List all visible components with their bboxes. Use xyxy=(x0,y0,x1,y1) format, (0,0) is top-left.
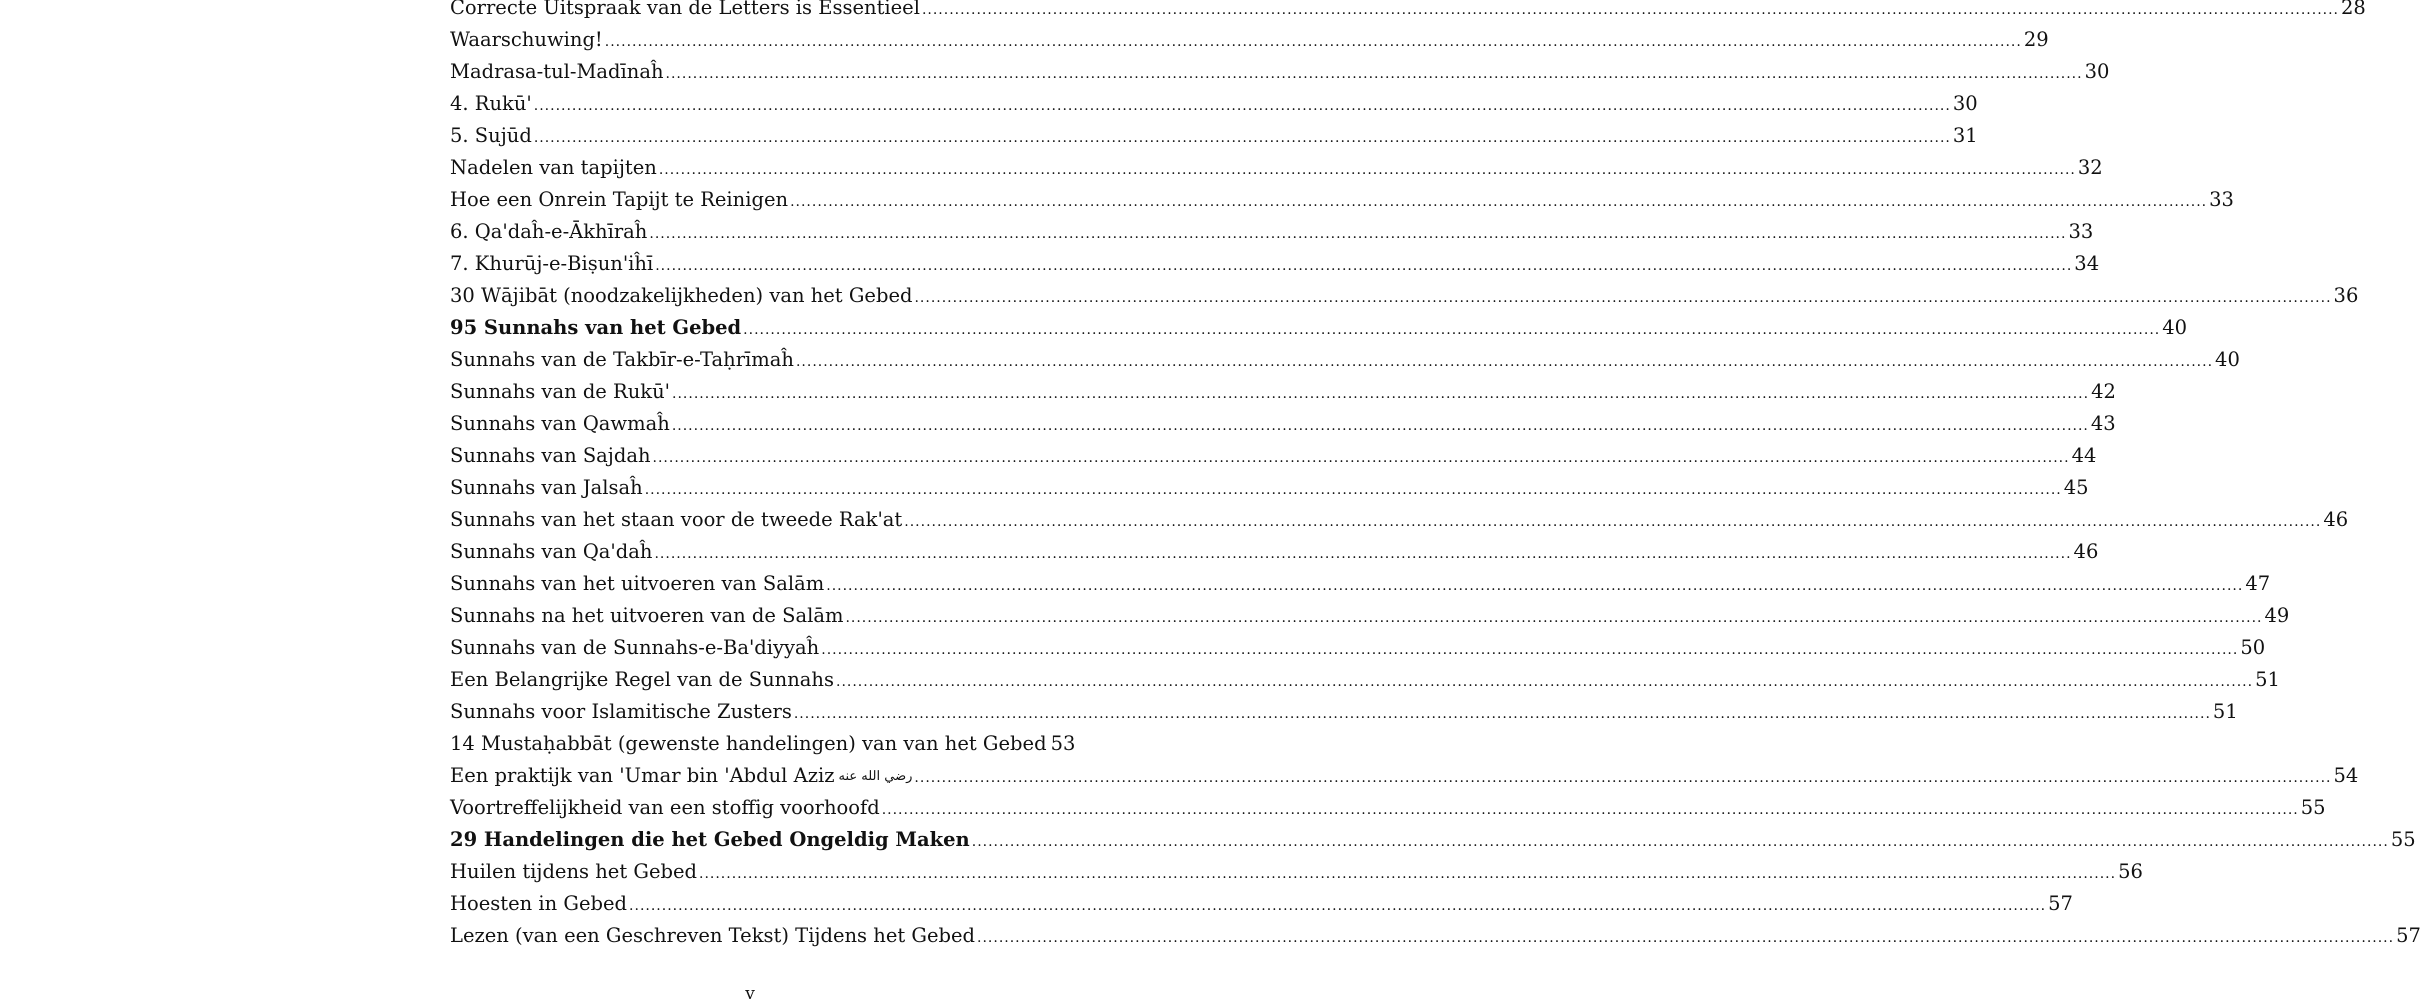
dot-leader: .................................................................................................................................................................................................................................................................... xyxy=(665,66,2083,82)
toc-entry-title-text: Sunnahs van het staan voor de tweede Rak'at xyxy=(450,508,903,531)
toc-entry-page: 50 xyxy=(2240,636,2266,659)
toc-entry-title xyxy=(450,280,914,312)
toc-entry-page: 55 xyxy=(2390,828,2416,851)
toc-entry xyxy=(450,472,2089,504)
dot-leader: .................................................................................................................................................................................................................................................................... xyxy=(655,258,2073,274)
toc-entry-title xyxy=(450,568,826,600)
dot-leader: .................................................................................................................................................................................................................................................................... xyxy=(845,610,2263,626)
toc-entry xyxy=(450,280,2359,312)
toc-entry-title xyxy=(450,536,654,568)
toc-entry-title-text: Hoe een Onrein Tapijt te Reinigen xyxy=(450,188,789,211)
dot-leader: .................................................................................................................................................................................................................................................................... xyxy=(672,386,2090,402)
toc-entry xyxy=(450,632,2266,664)
toc-entry-title-text: Sunnahs voor Islamitische Zusters xyxy=(450,700,792,723)
toc-entry-title-text: 4. Rukū' xyxy=(450,92,532,115)
toc-entry xyxy=(450,664,2280,696)
toc-entry-title-text: Nadelen van tapijten xyxy=(450,156,657,179)
toc-entry-title xyxy=(450,408,672,440)
toc-entry-title xyxy=(450,856,699,888)
toc-entry-title xyxy=(450,152,659,184)
toc-entry-title-text: 7. Khurūj-e-Biṣun'iĥī xyxy=(450,252,654,275)
toc-entry xyxy=(450,248,2100,280)
toc-entry-title xyxy=(450,920,977,952)
toc-entry-page: 28 xyxy=(2341,0,2366,19)
dot-leader: .................................................................................................................................................................................................................................................................... xyxy=(793,706,2211,722)
toc-entry-title xyxy=(450,344,796,376)
toc-entry-title-text: 29 Handelingen die het Gebed Ongeldig Maken xyxy=(450,828,970,851)
toc-entry-title-text: Hoesten in Gebed xyxy=(450,892,628,915)
table-of-contents xyxy=(450,0,2421,952)
dot-leader: .................................................................................................................................................................................................................................................................... xyxy=(795,354,2214,370)
toc-entry xyxy=(450,920,2421,952)
toc-entry-page: 43 xyxy=(2090,412,2116,435)
toc-entry-page: 51 xyxy=(2255,668,2280,691)
dot-leader: .................................................................................................................................................................................................................................................................... xyxy=(904,514,2322,530)
toc-entry-page: 46 xyxy=(2323,508,2349,531)
toc-entry-page: 57 xyxy=(2048,892,2073,915)
dot-leader: .................................................................................................................................................................................................................................................................... xyxy=(604,34,2022,50)
toc-entry-title-text: Correcte Uitspraak van de Letters is Essentieel xyxy=(450,0,920,19)
toc-entry xyxy=(450,312,2188,344)
toc-entry xyxy=(450,216,2094,248)
toc-entry-title-text: Sunnahs van Jalsaĥ xyxy=(450,476,643,499)
toc-entry-title xyxy=(450,504,904,536)
dot-leader: .................................................................................................................................................................................................................................................................... xyxy=(533,130,1951,146)
toc-entry-page: 30 xyxy=(2084,60,2110,83)
dot-leader: .................................................................................................................................................................................................................................................................... xyxy=(836,674,2254,690)
toc-entry-page: 32 xyxy=(2077,156,2103,179)
toc-entry-page: 33 xyxy=(2068,220,2094,243)
toc-entry-page: 29 xyxy=(2023,28,2049,51)
toc-entry-title xyxy=(450,312,743,344)
toc-entry xyxy=(450,536,2099,568)
toc-entry-title-text: 6. Qa'daĥ-e-Ākhīraĥ xyxy=(450,220,648,243)
toc-entry-title xyxy=(450,56,666,88)
toc-entry-title-text: Waarschuwing! xyxy=(450,28,603,51)
toc-entry-title xyxy=(450,632,821,664)
toc-entry-page: 44 xyxy=(2071,444,2097,467)
toc-entry xyxy=(450,696,2238,728)
dot-leader: .................................................................................................................................................................................................................................................................... xyxy=(658,162,2076,178)
toc-entry-page: 33 xyxy=(2209,188,2234,211)
toc-entry-title xyxy=(450,376,672,408)
toc-entry-page: 45 xyxy=(2063,476,2089,499)
toc-entry-title-text: Sunnahs na het uitvoeren van de Salām xyxy=(450,604,844,627)
toc-entry-title xyxy=(450,760,914,793)
toc-entry-page: 40 xyxy=(2215,348,2240,371)
dot-leader: .................................................................................................................................................................................................................................................................... xyxy=(914,770,2332,786)
toc-entry xyxy=(450,888,2073,920)
toc-entry xyxy=(450,760,2359,792)
toc-entry xyxy=(450,56,2110,88)
toc-entry-page: 56 xyxy=(2118,860,2143,883)
toc-entry xyxy=(450,856,2143,888)
toc-entry-page: 55 xyxy=(2300,796,2326,819)
toc-entry-page: 54 xyxy=(2333,764,2359,787)
toc-entry-title-text: Sunnahs van Qawmaĥ xyxy=(450,412,670,435)
toc-entry-page: 31 xyxy=(1952,124,1978,147)
toc-entry-title xyxy=(450,792,882,824)
dot-leader: .................................................................................................................................................................................................................................................................... xyxy=(629,898,2047,914)
arabic-honorific: رضي الله عنه xyxy=(838,769,913,784)
toc-entry-page: 49 xyxy=(2264,604,2290,627)
toc-entry-title xyxy=(450,696,794,728)
toc-entry-title xyxy=(450,184,790,216)
dot-leader: .................................................................................................................................................................................................................................................................... xyxy=(533,98,1951,114)
dot-leader: .................................................................................................................................................................................................................................................................... xyxy=(671,418,2089,434)
toc-entry-title xyxy=(450,472,645,504)
toc-entry-page: 30 xyxy=(1952,92,1978,115)
toc-entry-title-text: Sunnahs van de Rukū' xyxy=(450,380,671,403)
toc-entry xyxy=(450,88,1978,120)
toc-entry xyxy=(450,568,2271,600)
toc-entry-page: 51 xyxy=(2212,700,2238,723)
toc-entry-title-text: Madrasa-tul-Madīnaĥ xyxy=(450,60,664,83)
dot-leader: .................................................................................................................................................................................................................................................................... xyxy=(790,194,2208,210)
toc-entry-title xyxy=(450,888,629,920)
toc-entry-page: 53 xyxy=(1050,732,1076,755)
toc-entry-page: 47 xyxy=(2245,572,2271,595)
toc-entry-page: 40 xyxy=(2162,316,2188,339)
toc-entry xyxy=(450,184,2234,216)
toc-entry-page: 42 xyxy=(2091,380,2116,403)
dot-leader: .................................................................................................................................................................................................................................................................... xyxy=(652,450,2070,466)
toc-entry-title-text: Een praktijk van 'Umar bin 'Abdul Aziz xyxy=(450,764,835,787)
toc-entry-page: 57 xyxy=(2396,924,2421,947)
toc-entry-title xyxy=(450,120,534,152)
toc-entry xyxy=(450,152,2103,184)
dot-leader: .................................................................................................................................................................................................................................................................... xyxy=(649,226,2067,242)
toc-entry xyxy=(450,376,2116,408)
dot-leader: .................................................................................................................................................................................................................................................................... xyxy=(921,2,2340,18)
toc-entry-title xyxy=(450,0,922,24)
toc-entry-page: 46 xyxy=(2073,540,2099,563)
dot-leader: .................................................................................................................................................................................................................................................................... xyxy=(914,290,2332,306)
toc-entry-title xyxy=(450,24,605,56)
toc-entry xyxy=(450,824,2416,856)
dot-leader: .................................................................................................................................................................................................................................................................... xyxy=(644,482,2062,498)
toc-entry-title-text: 14 Mustaḥabbāt (gewenste handelingen) van van het Gebed xyxy=(450,732,1047,755)
dot-leader: .................................................................................................................................................................................................................................................................... xyxy=(699,866,2117,882)
toc-entry-title xyxy=(450,728,1049,760)
toc-entry-title xyxy=(450,664,836,696)
toc-entry xyxy=(450,0,2366,24)
toc-entry xyxy=(450,24,2049,56)
dot-leader: .................................................................................................................................................................................................................................................................... xyxy=(743,322,2161,338)
toc-entry-title-text: Huilen tijdens het Gebed xyxy=(450,860,697,883)
toc-entry xyxy=(450,504,2349,536)
toc-entry-title-text: 5. Sujūd xyxy=(450,124,532,147)
dot-leader: .................................................................................................................................................................................................................................................................... xyxy=(977,930,2395,946)
toc-entry xyxy=(450,344,2240,376)
toc-entry xyxy=(450,600,2290,632)
toc-entry xyxy=(450,440,2097,472)
toc-entry-title-text: Sunnahs van de Takbīr-e-Taḥrīmaĥ xyxy=(450,348,794,371)
toc-entry-title xyxy=(450,600,845,632)
toc-entry-title-text: Sunnahs van Qa'daĥ xyxy=(450,540,653,563)
toc-entry-page: 34 xyxy=(2074,252,2100,275)
toc-entry-title xyxy=(450,88,534,120)
toc-entry xyxy=(450,792,2326,824)
toc-entry-title-text: Voortreffelijkheid van een stoffig voorhoofd xyxy=(450,796,880,819)
toc-entry xyxy=(450,728,1076,760)
toc-entry-title xyxy=(450,824,972,856)
toc-entry-title xyxy=(450,248,655,280)
dot-leader: .................................................................................................................................................................................................................................................................... xyxy=(821,642,2239,658)
toc-entry-title xyxy=(450,216,649,248)
toc-entry-title-text: Een Belangrijke Regel van de Sunnahs xyxy=(450,668,834,691)
toc-entry-title-text: Sunnahs van Sajdah xyxy=(450,444,651,467)
toc-entry-title-text: 30 Wājibāt (noodzakelijkheden) van het Gebed xyxy=(450,284,913,307)
toc-entry-title-text: Sunnahs van het uitvoeren van Salām xyxy=(450,572,825,595)
page-number: v xyxy=(745,984,755,1004)
dot-leader: .................................................................................................................................................................................................................................................................... xyxy=(654,546,2072,562)
dot-leader: .................................................................................................................................................................................................................................................................... xyxy=(881,802,2299,818)
toc-entry xyxy=(450,408,2116,440)
toc-entry-title-text: Lezen (van een Geschreven Tekst) Tijdens het Gebed xyxy=(450,924,976,947)
toc-entry xyxy=(450,120,1978,152)
toc-entry-title-text: 95 Sunnahs van het Gebed xyxy=(450,316,742,339)
dot-leader: .................................................................................................................................................................................................................................................................... xyxy=(971,834,2389,850)
toc-entry-title-text: Sunnahs van de Sunnahs-e-Ba'diyyaĥ xyxy=(450,636,820,659)
toc-entry-title xyxy=(450,440,653,472)
dot-leader: .................................................................................................................................................................................................................................................................... xyxy=(826,578,2244,594)
toc-entry-page: 36 xyxy=(2333,284,2359,307)
